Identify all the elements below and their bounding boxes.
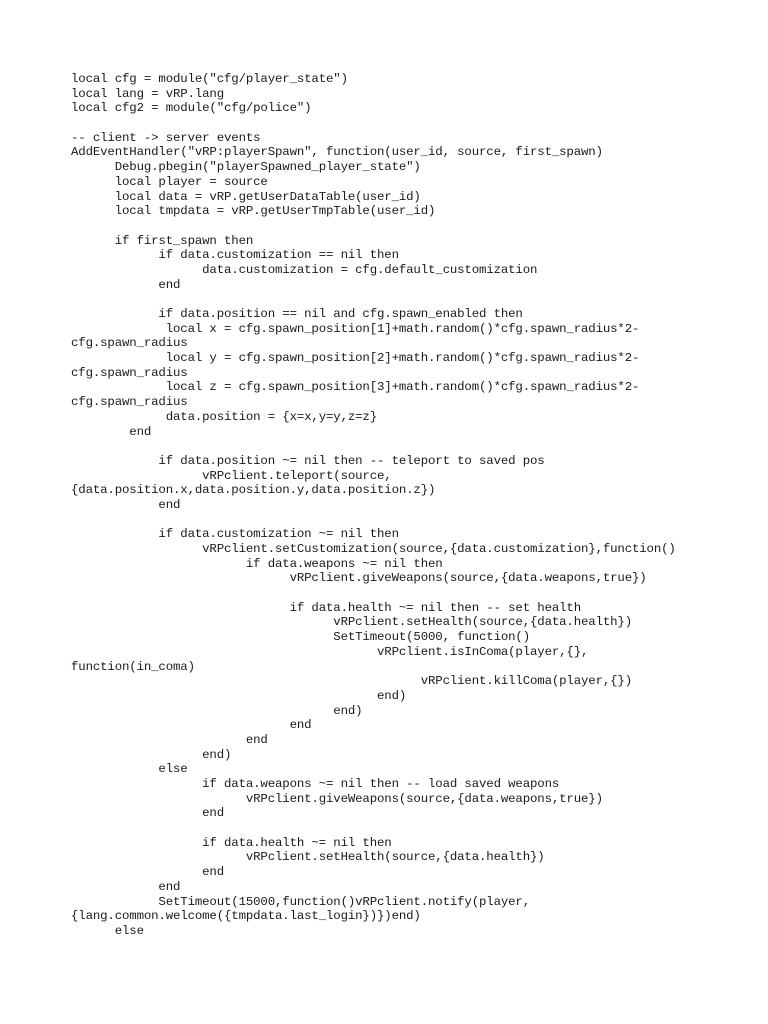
- code-line: vRPclient.setHealth(source,{data.health}): [71, 615, 632, 630]
- code-line: local data = vRP.getUserDataTable(user_id): [71, 189, 421, 204]
- code-line: [71, 513, 761, 528]
- code-line: vRPclient.setHealth(source,{data.health}): [71, 850, 545, 865]
- code-line: if data.weapons ~= nil then: [71, 556, 443, 571]
- code-line: if data.health ~= nil then -- set health: [71, 600, 581, 615]
- code-line: if data.weapons ~= nil then -- load saved weapons: [71, 777, 560, 791]
- code-line: vRPclient.killComa(player,{}): [71, 674, 632, 689]
- code-line: end): [71, 747, 232, 762]
- code-line: if first_spawn then: [71, 233, 254, 248]
- code-line: end: [71, 865, 224, 880]
- code-line: [71, 219, 761, 234]
- code-line: end: [71, 732, 268, 747]
- code-line: end): [71, 688, 407, 703]
- code-line: else: [71, 762, 188, 777]
- code-line: {data.position.x,data.position.y,data.position.z}): [71, 483, 436, 498]
- code-line: vRPclient.setCustomization(source,{data.customization},function(): [71, 542, 676, 556]
- code-line: {lang.common.welcome({tmpdata.last_login})})end): [71, 909, 421, 924]
- code-line: data.position = {x=x,y=y,z=z}: [71, 409, 377, 424]
- code-line: cfg.spawn_radius: [71, 395, 188, 410]
- code-line: vRPclient.giveWeapons(source,{data.weapons,true}): [71, 791, 603, 806]
- code-line: if data.position == nil and cfg.spawn_enabled then: [71, 307, 523, 321]
- code-line: end: [71, 277, 181, 292]
- code-line: local x = cfg.spawn_position[1]+math.random()*cfg.spawn_radius*2-: [71, 321, 640, 336]
- code-line: function(in_coma): [71, 659, 195, 674]
- code-line: end: [71, 718, 312, 733]
- code-line: else: [71, 923, 144, 938]
- code-line: if data.customization == nil then: [71, 248, 399, 263]
- code-line: local z = cfg.spawn_position[3]+math.random()*cfg.spawn_radius*2-: [71, 380, 640, 395]
- code-line: local tmpdata = vRP.getUserTmpTable(user_id): [71, 204, 436, 219]
- code-line: [71, 586, 761, 601]
- code-block: [71, 72, 761, 939]
- code-line: SetTimeout(5000, function(): [71, 630, 530, 645]
- code-line: cfg.spawn_radius: [71, 365, 188, 380]
- code-line: SetTimeout(15000,function()vRPclient.notify(player,: [71, 894, 530, 909]
- code-line: end: [71, 424, 152, 439]
- code-line: AddEventHandler("vRP:playerSpawn", function(user_id, source, first_spawn): [71, 145, 603, 160]
- code-line: data.customization = cfg.default_customization: [71, 262, 538, 277]
- code-line: [71, 292, 761, 307]
- code-line: local y = cfg.spawn_position[2]+math.random()*cfg.spawn_radius*2-: [71, 351, 640, 366]
- code-line: local player = source: [71, 174, 268, 189]
- code-line: if data.position ~= nil then -- teleport to saved pos: [71, 453, 545, 468]
- code-line: cfg.spawn_radius: [71, 336, 188, 351]
- code-line: vRPclient.isInComa(player,{},: [71, 644, 589, 659]
- code-line: [71, 821, 761, 836]
- code-line: Debug.pbegin("playerSpawned_player_state"): [71, 160, 421, 175]
- code-line: end: [71, 806, 224, 821]
- code-line: vRPclient.teleport(source,: [71, 468, 392, 483]
- code-line: local cfg = module("cfg/player_state"): [71, 72, 348, 86]
- code-line: end): [71, 703, 363, 718]
- code-line: local lang = vRP.lang: [71, 86, 224, 101]
- code-line: end: [71, 497, 181, 512]
- code-line: -- client -> server events: [71, 130, 261, 145]
- code-line: [71, 439, 761, 454]
- code-line: end: [71, 879, 181, 894]
- code-line: if data.health ~= nil then: [71, 835, 392, 850]
- code-line: local cfg2 = module("cfg/police"): [71, 101, 312, 116]
- code-line: vRPclient.giveWeapons(source,{data.weapons,true}): [71, 571, 647, 586]
- code-line: [71, 116, 761, 131]
- code-line: if data.customization ~= nil then: [71, 527, 399, 542]
